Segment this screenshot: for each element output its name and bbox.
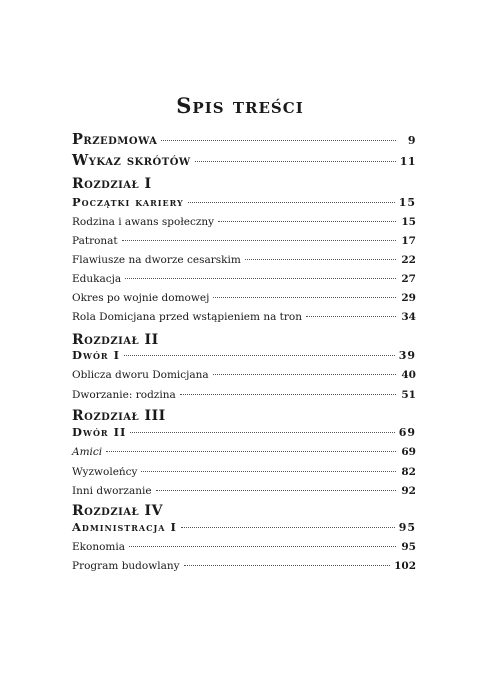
toc-section-entry[interactable] bbox=[72, 520, 416, 536]
dot-leader bbox=[156, 490, 396, 491]
toc-entry-label: Flawiusze na dworze cesarskim bbox=[72, 254, 241, 266]
toc-subentry[interactable] bbox=[72, 369, 416, 385]
toc-page-number: 95 bbox=[398, 521, 416, 534]
toc-entry-label: Oblicza dworu Domicjana bbox=[72, 369, 209, 381]
dot-leader bbox=[124, 355, 395, 356]
dot-leader bbox=[306, 316, 396, 317]
dot-leader bbox=[218, 221, 396, 222]
dot-leader bbox=[106, 451, 396, 452]
toc-entry-label: Rodzina i awans społeczny bbox=[72, 216, 215, 228]
dot-leader bbox=[188, 202, 395, 203]
toc-subentry[interactable] bbox=[72, 560, 416, 576]
toc-page-number: 22 bbox=[401, 254, 416, 266]
toc-page-number: 92 bbox=[401, 485, 416, 497]
chapter-heading: Rozdział II bbox=[72, 332, 159, 348]
toc-page-number: 51 bbox=[401, 389, 416, 401]
toc-entry-label: Dwór II bbox=[72, 425, 127, 439]
toc-subentry[interactable] bbox=[72, 235, 416, 251]
toc-page-number: 34 bbox=[401, 311, 416, 323]
toc-entry-label: Rola Domicjana przed wstąpieniem na tron bbox=[72, 311, 303, 323]
toc-page-number: 9 bbox=[407, 134, 416, 147]
toc-entry-label: Program budowlany bbox=[72, 560, 180, 572]
toc-page-number: 29 bbox=[401, 292, 416, 304]
chapter-heading: Rozdział III bbox=[72, 408, 166, 424]
toc-subentry[interactable] bbox=[72, 446, 416, 462]
dot-leader bbox=[245, 259, 396, 260]
dot-leader bbox=[141, 471, 396, 472]
toc-section-entry[interactable] bbox=[72, 195, 416, 211]
toc-page-number: 69 bbox=[398, 426, 416, 439]
page-title: Spis treści bbox=[176, 93, 304, 118]
toc-section-entry[interactable] bbox=[72, 348, 416, 364]
dot-leader bbox=[184, 565, 391, 566]
dot-leader bbox=[213, 297, 396, 298]
chapter-heading: Rozdział IV bbox=[72, 503, 163, 519]
toc-entry-label: Okres po wojnie domowej bbox=[72, 292, 210, 304]
toc-page-number: 17 bbox=[401, 235, 416, 247]
toc-subentry[interactable] bbox=[72, 466, 416, 482]
chapter-heading: Rozdział I bbox=[72, 176, 152, 192]
dot-leader bbox=[129, 546, 396, 547]
toc-subentry[interactable] bbox=[72, 311, 416, 327]
toc-entry-label: Amici bbox=[72, 446, 103, 458]
dot-leader bbox=[213, 374, 396, 375]
toc-entry-preface[interactable] bbox=[72, 131, 416, 147]
toc-entry-label: Wyzwoleńcy bbox=[72, 466, 138, 478]
toc-entry-label: Inni dworzanie bbox=[72, 485, 152, 497]
toc-entry-label: Ekonomia bbox=[72, 541, 126, 553]
toc-entry-label: Przedmowa bbox=[72, 131, 158, 148]
toc-subentry[interactable] bbox=[72, 541, 416, 557]
toc-entry-label: Wykaz skrótów bbox=[72, 152, 191, 169]
dot-leader bbox=[130, 432, 394, 433]
toc-page-number: 15 bbox=[398, 196, 416, 209]
dot-leader bbox=[161, 140, 396, 141]
toc-entry-label: Dworzanie: rodzina bbox=[72, 389, 176, 401]
toc-subentry[interactable] bbox=[72, 254, 416, 270]
toc-subentry[interactable] bbox=[72, 216, 416, 232]
toc-entry-label: Administracja I bbox=[72, 520, 177, 534]
toc-page-number: 40 bbox=[401, 369, 416, 381]
dot-leader bbox=[181, 527, 395, 528]
toc-page-number: 39 bbox=[398, 349, 416, 362]
dot-leader bbox=[195, 161, 396, 162]
toc-entry-label: Edukacja bbox=[72, 273, 122, 285]
toc-page-number: 11 bbox=[399, 155, 416, 168]
dot-leader bbox=[180, 394, 396, 395]
toc-entry-label: Dwór I bbox=[72, 348, 120, 362]
toc-entry-label: Początki kariery bbox=[72, 195, 184, 209]
toc-page-number: 82 bbox=[401, 466, 416, 478]
dot-leader bbox=[122, 240, 396, 241]
toc-page-number: 27 bbox=[401, 273, 416, 285]
toc-subentry[interactable] bbox=[72, 273, 416, 289]
toc-entry-abbreviations[interactable] bbox=[72, 152, 416, 168]
toc-page-number: 69 bbox=[401, 446, 416, 458]
toc-page-number: 95 bbox=[401, 541, 416, 553]
toc-subentry[interactable] bbox=[72, 292, 416, 308]
dot-leader bbox=[125, 278, 396, 279]
toc-page-number: 102 bbox=[394, 560, 416, 572]
toc-page-number: 15 bbox=[401, 216, 416, 228]
toc-section-entry[interactable] bbox=[72, 425, 416, 441]
toc-subentry[interactable] bbox=[72, 485, 416, 501]
toc-entry-label: Patronat bbox=[72, 235, 118, 247]
toc-subentry[interactable] bbox=[72, 389, 416, 405]
